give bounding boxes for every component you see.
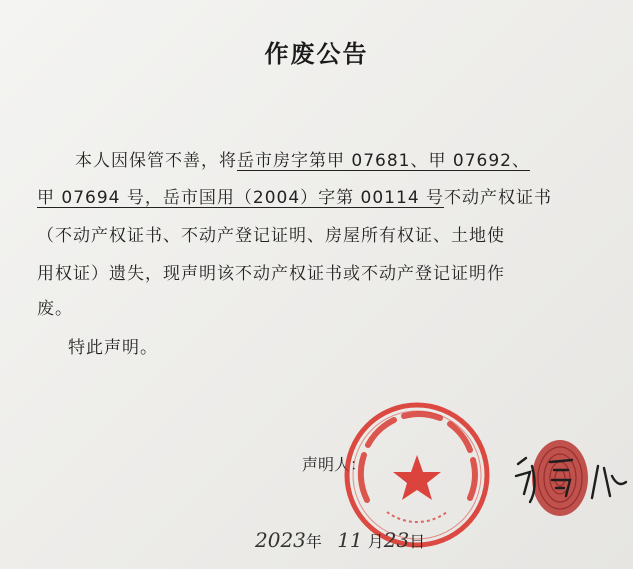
date-day: 23: [383, 528, 410, 552]
body-text: 不动产权证书: [444, 188, 553, 208]
body-line-4: 用权证）遗失，现声明该不动产权证书或不动产登记证明作: [37, 264, 505, 284]
date-year-label: 年: [305, 532, 322, 551]
certificate-numbers: 甲 07694 号，岳市国用（2004）字第 00114 号: [37, 188, 445, 208]
body-line-5: 废。: [37, 299, 73, 319]
declarant-label: 声明人：: [302, 455, 367, 474]
date-day-label: 日: [409, 532, 426, 551]
body-line-3: （不动产权证书、不动产登记证明、房屋所有权证、土地使: [37, 226, 505, 246]
declaration-date: [255, 528, 425, 552]
closing-statement: 特此声明。: [68, 338, 158, 358]
body-line-1: [75, 146, 530, 171]
body-text: 本人因保管不善，将: [75, 151, 237, 171]
date-month-label: 月: [367, 532, 384, 551]
date-month: 11: [337, 528, 363, 552]
handwritten-signature-icon: [508, 436, 633, 526]
certificate-numbers: 岳市房字第甲 07681、甲 07692、: [237, 151, 530, 171]
document-title: 作废公告: [264, 40, 369, 68]
date-year: 2023: [255, 528, 306, 552]
body-line-2: [37, 183, 552, 208]
